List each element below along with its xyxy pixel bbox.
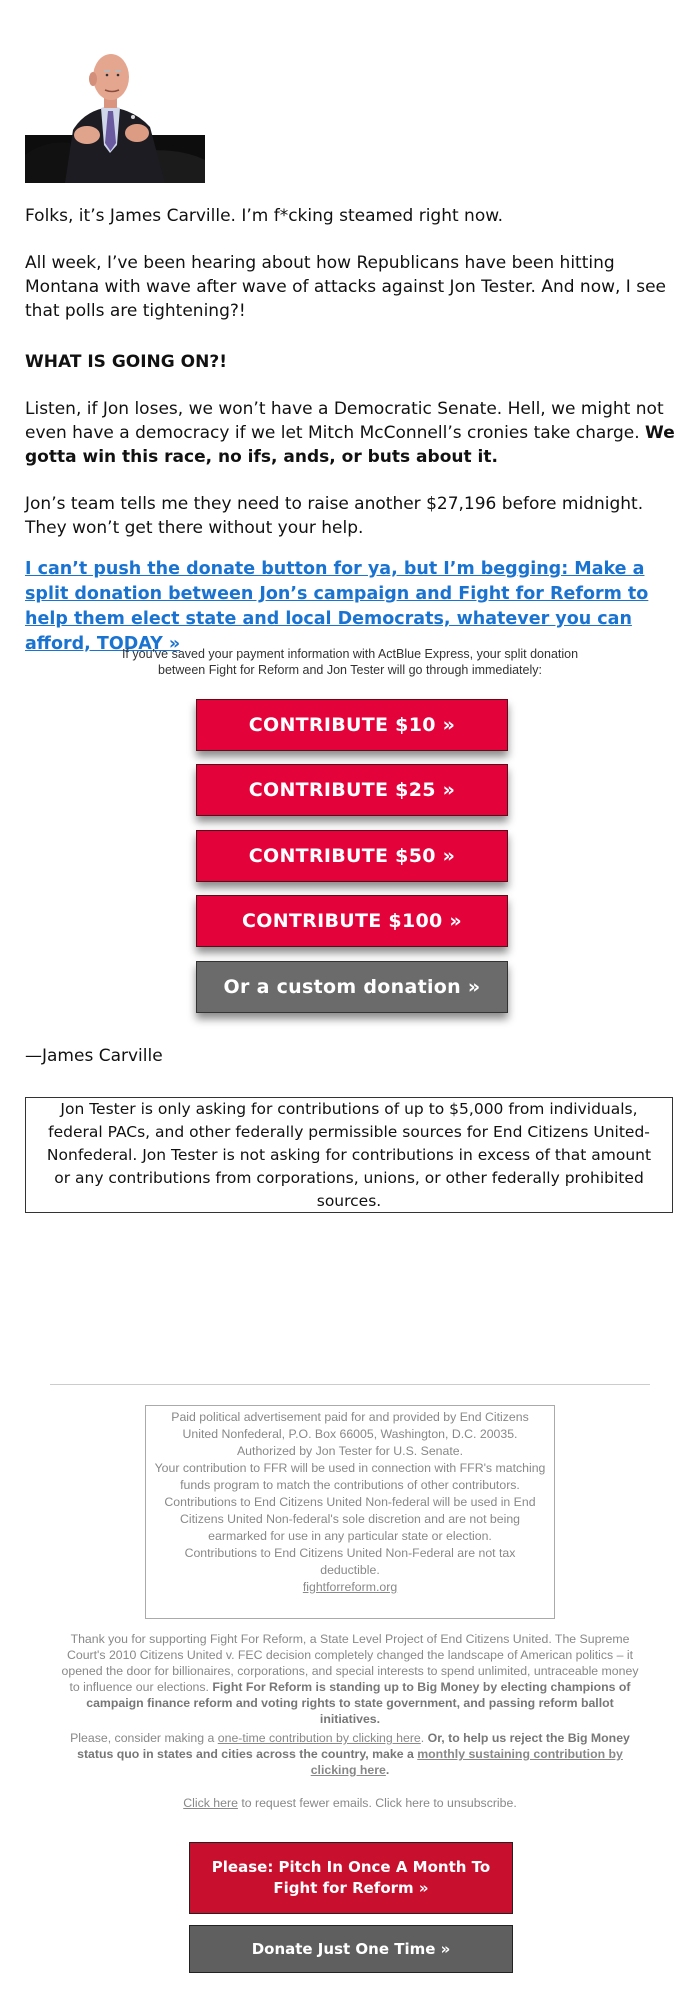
monthly-donation-button[interactable] xyxy=(189,1842,513,1914)
speaker-photo xyxy=(25,35,205,183)
contribution-disclaimer-text: Jon Tester is only asking for contributions of up to $5,000 from individuals, federal PACs, and other federally permissible sources for End Citizens United-Nonfederal. Jon Tester is not asking for contributions in excess of that amount or any contributions from corporations, unions, or other federally prohibited sources. xyxy=(46,1099,652,1210)
fewer-emails-text: to request fewer emails. Click here to unsubscribe. xyxy=(237,1796,517,1810)
signature: —James Carville xyxy=(25,1046,163,1066)
footer-thanks-text: Thank you for supporting Fight For Reform, a State Level Project of End Citizens United. The Supreme Court's 2010 Citizens United v. FEC decision completely changed the landscape of American politics – it opened the door for billionaires, corporations, and special interests to spend unlimited, untraceable money to influence our elections. xyxy=(61,1632,639,1694)
consider-end: . xyxy=(385,1763,390,1777)
footer-thanks xyxy=(60,1631,640,1727)
intro-text: Folks, it’s James Carville. I’m f*cking steamed right now. xyxy=(25,206,503,226)
paid-for-box xyxy=(145,1405,555,1619)
custom-donation-button[interactable]: Or a custom donation » xyxy=(196,961,508,1013)
paragraph-attacks: All week, I’ve been hearing about how Republicans have been hitting Montana with wave after wave of attacks against Jon Tester. And now, I see that polls are tightening?! xyxy=(25,253,667,321)
legal-matching-funds: Your contribution to FFR will be used in connection with FFR's matching funds program to match the contributions of other contributors. xyxy=(154,1461,546,1492)
paragraph-deadline: Jon’s team tells me they need to raise another $27,196 before midnight. They won’t get there without your help. xyxy=(25,494,644,538)
legal-earmark: Contributions to End Citizens United Non-federal will be used in End Citizens United Non-federal's sole discretion and are not being earmarked for use in any particular state or election. xyxy=(164,1495,536,1543)
split-donation-link[interactable]: I can’t push the donate button for ya, but I’m begging: Make a split donation between Jon’s campaign and Fight for Reform to help them elect state and local Democrats, whatever you can afford, TODAY » xyxy=(25,559,649,654)
footer-divider xyxy=(50,1384,650,1385)
consider-sep: . xyxy=(420,1731,428,1745)
actblue-note: If you've saved your payment information with ActBlue Express, your split donation between Fight for Reform and Jon Tester will go through immediately: xyxy=(121,647,579,677)
footer-consider xyxy=(60,1730,640,1778)
website-link[interactable]: fightforreform.org xyxy=(302,1580,398,1594)
one-time-contribution-link[interactable]: one-time contribution by clicking here xyxy=(217,1731,421,1745)
consider-text: Please, consider making a xyxy=(70,1731,218,1745)
paragraph-senate-text: Listen, if Jon loses, we won’t have a Democratic Senate. Hell, we might not even have a democracy if we let Mitch McConnell’s cronies take charge. xyxy=(25,399,664,443)
contribute-100-button[interactable]: CONTRIBUTE $100 » xyxy=(196,895,508,947)
headline-what-is-going-on: WHAT IS GOING ON?! xyxy=(25,352,227,372)
paragraph-senate xyxy=(25,397,675,469)
footer-fewer-emails xyxy=(60,1795,640,1811)
one-time-donation-button[interactable]: Donate Just One Time » xyxy=(189,1925,513,1973)
contribute-25-button[interactable]: CONTRIBUTE $25 » xyxy=(196,764,508,816)
legal-tax: Contributions to End Citizens United Non-Federal are not tax deductible. xyxy=(184,1546,516,1577)
contribute-10-button[interactable]: CONTRIBUTE $10 » xyxy=(196,699,508,751)
consider-bold: Or, to help us reject the Big Money status quo in states and cities across the country, make a xyxy=(77,1731,630,1761)
paragraph-senate-bold: We gotta win this race, no ifs, ands, or buts about it. xyxy=(25,423,675,467)
monthly-donation-label: Please: Pitch In Once A Month To Fight for Reform » xyxy=(211,1858,491,1897)
contribution-disclaimer xyxy=(25,1097,673,1213)
fewer-emails-link[interactable]: Click here xyxy=(183,1796,238,1810)
footer-thanks-bold: Fight For Reform is standing up to Big Money by electing champions of campaign finance reform and voting rights to state government, and passing reform ballot initiatives. xyxy=(86,1680,631,1726)
contribute-50-button[interactable]: CONTRIBUTE $50 » xyxy=(196,830,508,882)
legal-authorized: Authorized by Jon Tester for U.S. Senate. xyxy=(236,1444,464,1458)
legal-paid-for: Paid political advertisement paid for and provided by End Citizens United Nonfederal, P.O. Box 66005, Washington, D.C. 20035. xyxy=(171,1410,529,1441)
monthly-sustaining-link[interactable]: monthly sustaining contribution by clicking here xyxy=(310,1747,623,1777)
